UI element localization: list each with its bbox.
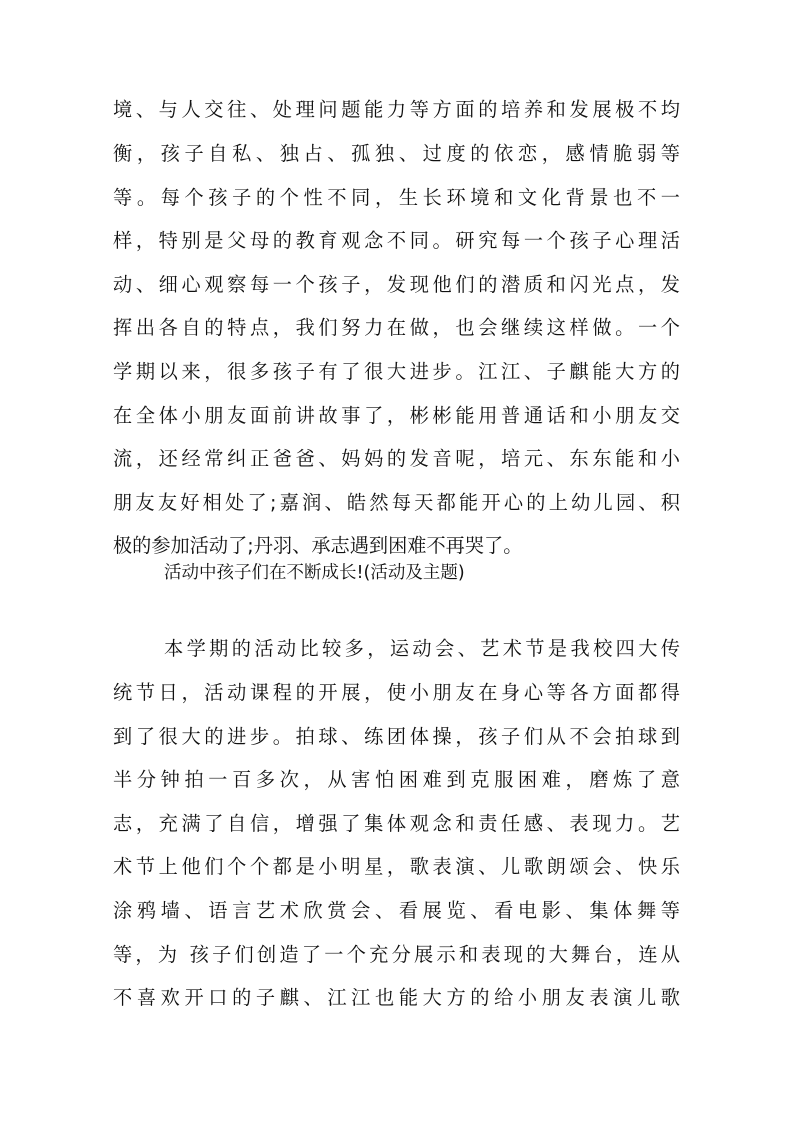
text-line: 挥出各自的特点，我们努力在做，也会继续这样做。一个 — [113, 316, 680, 339]
text-line: 统节日，活动课程的开展，使小朋友在身心等各方面都得 — [113, 681, 680, 704]
text-line: 到了很大的进步。拍球、练团体操，孩子们从不会拍球到 — [113, 725, 680, 748]
text-line: 不喜欢开口的子麒、江江也能大方的给小朋友表演儿歌 — [113, 986, 680, 1009]
text-line: 等，为 孩子们创造了一个充分展示和表现的大舞台，连从 — [113, 943, 680, 966]
text-line: 境、与人交往、处理问题能力等方面的培养和发展极不均 — [113, 98, 680, 121]
text-line: 学期以来，很多孩子有了很大进步。江江、子麒能大方的 — [113, 360, 680, 383]
section-heading: 活动中孩子们在不断成长!(活动及主题) — [164, 563, 465, 583]
text-line: 半分钟拍一百多次，从害怕困难到克服困难，磨炼了意 — [113, 768, 680, 791]
text-line: 衡，孩子自私、独占、孤独、过度的依恋，感情脆弱等 — [113, 142, 680, 165]
text-line: 等。每个孩子的个性不同，生长环境和文化背景也不一 — [113, 186, 680, 209]
text-line: 在全体小朋友面前讲故事了，彬彬能用普通话和小朋友交 — [113, 404, 680, 427]
text-line: 极的参加活动了;丹羽、承志遇到困难不再哭了。 — [113, 534, 523, 557]
text-line: 流，还经常纠正爸爸、妈妈的发音呢，培元、东东能和小 — [113, 447, 680, 470]
text-line: 本学期的活动比较多，运动会、艺术节是我校四大传 — [164, 637, 680, 660]
text-line: 志，充满了自信，增强了集体观念和责任感、表现力。艺 — [113, 812, 680, 835]
text-line: 朋友友好相处了;嘉润、皓然每天都能开心的上幼儿园、积 — [113, 491, 680, 514]
text-line: 术节上他们个个都是小明星，歌表演、儿歌朗颂会、快乐 — [113, 855, 680, 878]
text-line: 动、细心观察每一个孩子，发现他们的潜质和闪光点，发 — [113, 273, 680, 296]
text-line: 样，特别是父母的教育观念不同。研究每一个孩子心理活 — [113, 229, 680, 252]
text-line: 涂鸦墙、语言艺术欣赏会、看展览、看电影、集体舞等 — [113, 899, 680, 922]
